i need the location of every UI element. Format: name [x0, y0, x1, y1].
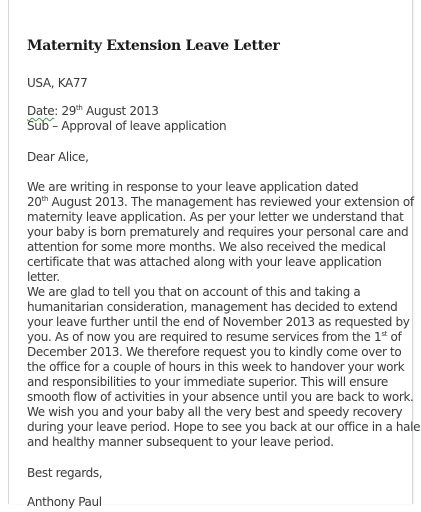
letter-title: Maternity Extension Leave Letter	[27, 38, 280, 54]
sender-address: USA, KA77	[27, 76, 88, 90]
closing: Best regards,	[27, 466, 103, 480]
letter-subject: Sub – Approval of leave application	[27, 119, 227, 133]
letter-page: Maternity Extension Leave Letter USA, KA77 Date: 29th August 2013 Sub – Approval of leave application Dear Alice, We are writing in response to your leave application dated 20th August 2013. The management has reviewed your extension of maternity leave application. As per your letter we understand that your baby is born prematurely and requires your personal care and attention for some more months. We also received the medical certificate that was attached along with your leave application letter. We are glad to tell you that on account of this and taking a humanitarian consideration, management has decided to extend your leave further until the end of November 2013 as requested by you. As of now you are required to resume services from the 1st of December 2013. We therefore request you to kindly come over to the office for a couple of hours in this week to handover your work and responsibilities to your immediate superior. This will ensure smooth flow of activities in your absence until you are back to work. We wish you and your baby all the very best and speedy recovery during your leave period. Hope to see you back at our office in a hale and healthy manner subsequent to your leave period. Best regards, Anthony Paul	[8, 0, 413, 504]
signature: Anthony Paul	[27, 495, 102, 509]
date-label: Date	[27, 104, 55, 118]
salutation: Dear Alice,	[27, 150, 89, 164]
letter-date: Date: 29th August 2013	[27, 104, 159, 118]
